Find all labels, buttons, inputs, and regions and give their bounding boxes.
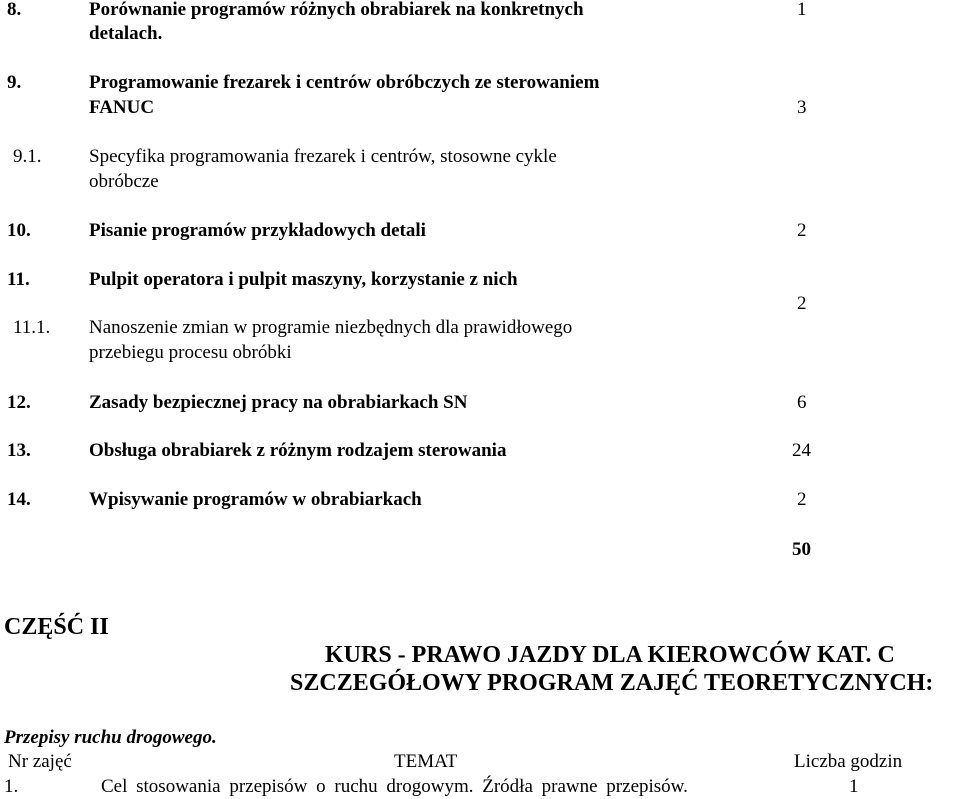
row-number: 11. bbox=[7, 269, 30, 290]
part-heading: CZĘŚĆ II bbox=[4, 614, 109, 640]
row-topic: Pisanie programów przykładowych detali bbox=[89, 220, 426, 241]
row-hours: 2 bbox=[797, 489, 807, 510]
row-topic: Zasady bezpiecznej pracy na obrabiarkach SN bbox=[89, 392, 468, 413]
row-topic-cont: detalach. bbox=[89, 23, 163, 44]
row-hours: 2 bbox=[797, 293, 807, 314]
row-topic: Programowanie frezarek i centrów obróbczych ze sterowaniem bbox=[89, 72, 600, 93]
row-hours: 2 bbox=[797, 220, 807, 241]
row-hours: 6 bbox=[797, 392, 807, 413]
table-header-topic: TEMAT bbox=[394, 751, 458, 772]
row-number: 10. bbox=[7, 220, 31, 241]
row-topic: Obsługa obrabiarek z różnym rodzajem sterowania bbox=[89, 440, 507, 461]
table-row-topic: Cel stosowania przepisów o ruchu drogowym. Źródła prawne przepisów. bbox=[101, 776, 688, 797]
row-number: 12. bbox=[7, 392, 31, 413]
row-number: 11.1. bbox=[13, 317, 51, 338]
row-number: 9. bbox=[7, 72, 22, 93]
table-row-nr: 1. bbox=[4, 776, 19, 797]
table-header-hours: Liczba godzin bbox=[794, 751, 903, 772]
table-header-nr: Nr zajęć bbox=[8, 751, 72, 772]
row-hours: 1 bbox=[797, 0, 807, 20]
row-topic: Nanoszenie zmian w programie niezbędnych dla prawidłowego bbox=[89, 317, 573, 338]
row-topic-cont: obróbcze bbox=[89, 171, 159, 192]
row-number: 8. bbox=[7, 0, 22, 20]
program-title: SZCZEGÓŁOWY PROGRAM ZAJĘĆ TEORETYCZNYCH: bbox=[290, 670, 934, 696]
row-hours: 3 bbox=[797, 97, 807, 118]
row-hours: 24 bbox=[792, 440, 811, 461]
row-number: 13. bbox=[7, 440, 31, 461]
table-row-hours: 1 bbox=[849, 776, 859, 797]
row-number: 9.1. bbox=[13, 146, 42, 167]
total-hours: 50 bbox=[792, 539, 811, 560]
row-topic: Pulpit operatora i pulpit maszyny, korzystanie z nich bbox=[89, 269, 518, 290]
row-topic: Specyfika programowania frezarek i centrów, stosowne cykle bbox=[89, 146, 557, 167]
row-topic-cont: przebiegu procesu obróbki bbox=[89, 342, 292, 363]
row-topic-cont: FANUC bbox=[89, 97, 155, 118]
section-heading: Przepisy ruchu drogowego. bbox=[4, 727, 217, 748]
row-number: 14. bbox=[7, 489, 31, 510]
row-topic: Wpisywanie programów w obrabiarkach bbox=[89, 489, 422, 510]
row-topic: Porównanie programów różnych obrabiarek na konkretnych bbox=[89, 0, 584, 20]
course-title: KURS - PRAWO JAZDY DLA KIEROWCÓW KAT. C bbox=[325, 642, 895, 668]
